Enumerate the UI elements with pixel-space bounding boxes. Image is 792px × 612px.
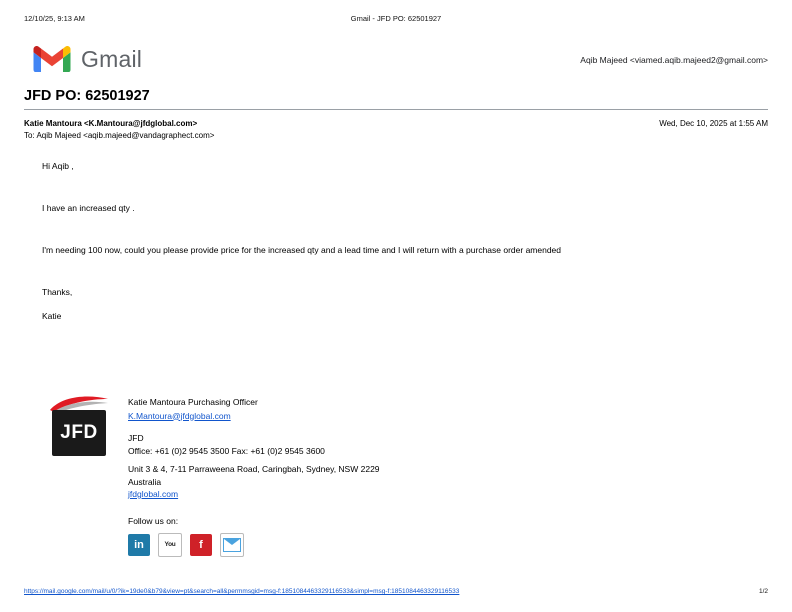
gmail-wordmark: Gmail — [81, 45, 143, 72]
email-meta — [24, 118, 768, 142]
footer-page-number: 1/2 — [758, 588, 768, 595]
signature-email-link[interactable]: K.Mantoura@jfdglobal.com — [128, 410, 231, 421]
print-header-title: Gmail - JFD PO: 62501927 — [350, 14, 442, 23]
signature-website-link[interactable]: jfdglobal.com — [128, 489, 179, 499]
sender-line: Katie Mantoura <K.Mantoura@jfdglobal.com> — [24, 119, 198, 128]
print-header-datetime: 12/10/25, 9:13 AM — [24, 14, 85, 23]
social-links — [128, 533, 380, 557]
body-paragraph: I have an increased qty . — [42, 203, 135, 213]
jfd-logo-text: JFD — [52, 410, 106, 456]
body-paragraph: I'm needing 100 now, could you please provide price for the increased qty and a lead time and I will return with a purchase order amended — [42, 245, 562, 255]
follow-us-label: Follow us on: — [128, 515, 179, 526]
email-subject: JFD PO: 62501927 — [24, 88, 150, 104]
email-signature — [42, 388, 768, 557]
email-body — [42, 160, 768, 334]
jfd-logo-icon — [48, 388, 110, 458]
body-paragraph: Thanks, — [42, 287, 73, 297]
print-header — [0, 14, 792, 26]
footer-url: https://mail.google.com/mail/u/0/?ik=19de0&b79&view=pt&search=all&permmsgid=msg-f:1851084463329116533&simpl=msg-f:1851084463329116533 — [24, 588, 460, 595]
print-footer — [0, 588, 792, 600]
gmail-header — [24, 42, 768, 76]
gmail-logo — [32, 44, 142, 74]
subject-block — [24, 88, 768, 110]
signature-address-line1: Unit 3 & 4, 7-11 Parraweena Road, Caringbah, Sydney, NSW 2229 — [128, 464, 380, 474]
facebook-icon[interactable]: f — [190, 534, 212, 556]
subject-divider — [24, 109, 768, 110]
body-paragraph: Katie — [42, 311, 62, 321]
body-paragraph: Hi Aqib , — [42, 161, 74, 171]
linkedin-icon[interactable]: in — [128, 534, 150, 556]
gmail-m-icon — [32, 44, 72, 74]
signature-company: JFD — [128, 433, 144, 443]
recipient-line: To: Aqib Majeed <aqib.majeed@vandagraphect.com> — [24, 131, 215, 140]
email-icon[interactable] — [220, 533, 244, 557]
signature-name-title: Katie Mantoura Purchasing Officer — [128, 397, 258, 407]
email-date: Wed, Dec 10, 2025 at 1:55 AM — [659, 119, 768, 128]
signature-phones: Office: +61 (0)2 9545 3500 Fax: +61 (0)2 9545 3600 — [128, 445, 325, 456]
account-email: Aqib Majeed <viamed.aqib.majeed2@gmail.com> — [580, 55, 768, 65]
signature-address-line2: Australia — [128, 476, 162, 487]
youtube-icon[interactable]: You — [158, 533, 182, 557]
